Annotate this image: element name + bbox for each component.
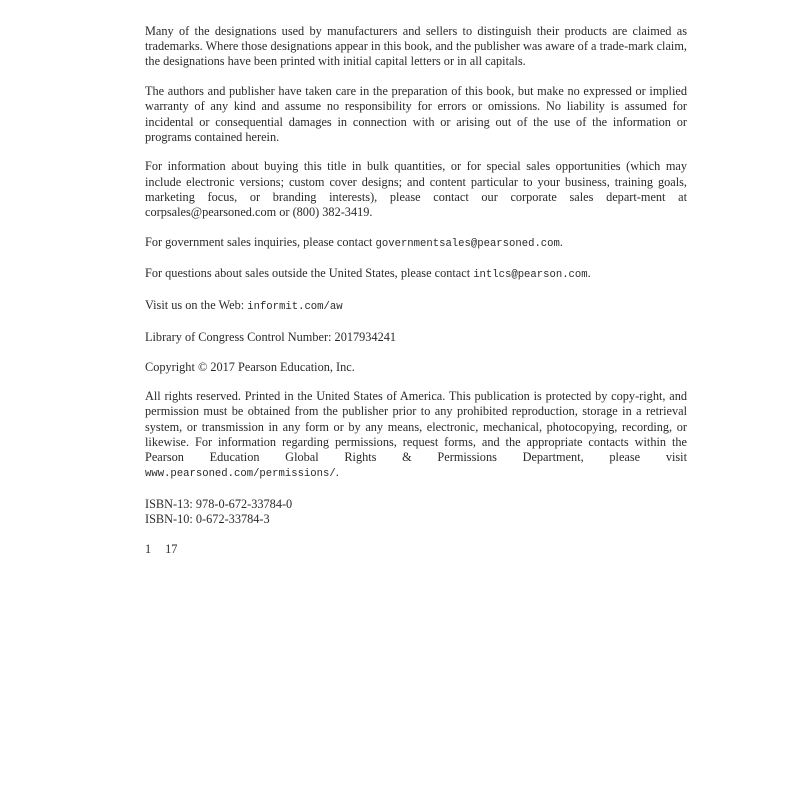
government-sales-text: For government sales inquiries, please contact bbox=[145, 234, 376, 249]
permissions-url: www.pearsoned.com/permissions/ bbox=[145, 468, 336, 481]
isbn-block bbox=[145, 497, 687, 527]
international-sales-email: intlcs@pearson.com bbox=[473, 269, 588, 282]
web-line bbox=[145, 298, 687, 315]
international-sales-line bbox=[145, 266, 687, 283]
printing-year: 17 bbox=[165, 541, 178, 556]
web-url: informit.com/aw bbox=[247, 301, 343, 314]
rights-period: . bbox=[335, 465, 339, 480]
government-sales-line bbox=[145, 235, 687, 252]
warranty-disclaimer: The authors and publisher have taken care in the preparation of this book, but make no expressed or implied warranty of any kind and assume no responsibility for errors or omissions. No liability is assumed for incidental or consequential damages in connection with or arising out of the use of the information or programs contained herein. bbox=[145, 84, 687, 144]
printing-number: 1 bbox=[145, 541, 152, 556]
isbn-13: ISBN-13: 978-0-672-33784-0 bbox=[145, 496, 293, 511]
isbn-10: ISBN-10: 0-672-33784-3 bbox=[145, 512, 270, 527]
printing-line bbox=[145, 542, 687, 557]
international-sales-period: . bbox=[587, 266, 591, 281]
lccn-line: Library of Congress Control Number: 2017934241 bbox=[145, 329, 397, 344]
government-sales-period: . bbox=[559, 234, 563, 249]
government-sales-email: governmentsales@pearsoned.com bbox=[375, 237, 560, 250]
copyright-text-block bbox=[145, 24, 687, 557]
rights-text: All rights reserved. Printed in the United States of America. This publication is protected by copy-right, and permission must be obtained from the publisher prior to any prohibited reproduction, storage in a retrieval system, or transmission in any form or by any means, electronic, mechanical, photocopying, recording, or likewise. For information regarding permissions, request forms, and the appropriate contacts within the Pearson Education Global Rights & Permissions Department, please visit bbox=[145, 389, 687, 465]
copyright-line: Copyright © 2017 Pearson Education, Inc. bbox=[145, 359, 355, 374]
bulk-sales-notice: For information about buying this title in bulk quantities, or for special sales opportunities (which may include electronic versions; custom cover designs; and content particular to your business, training goals, marketing focus, or branding interests), please contact our corporate sales depart-ment at corpsales@pearsoned.com or (800) 382-3419. bbox=[145, 159, 687, 220]
web-text: Visit us on the Web: bbox=[145, 298, 248, 313]
international-sales-text: For questions about sales outside the United States, please contact bbox=[145, 266, 474, 281]
trademark-notice: Many of the designations used by manufacturers and sellers to distinguish their products are claimed as trademarks. Where those designations appear in this book, and the publisher was aware of a trade-mark claim, the designations have been printed with initial capital letters or in all capitals. bbox=[145, 24, 687, 69]
rights-notice bbox=[145, 389, 687, 482]
